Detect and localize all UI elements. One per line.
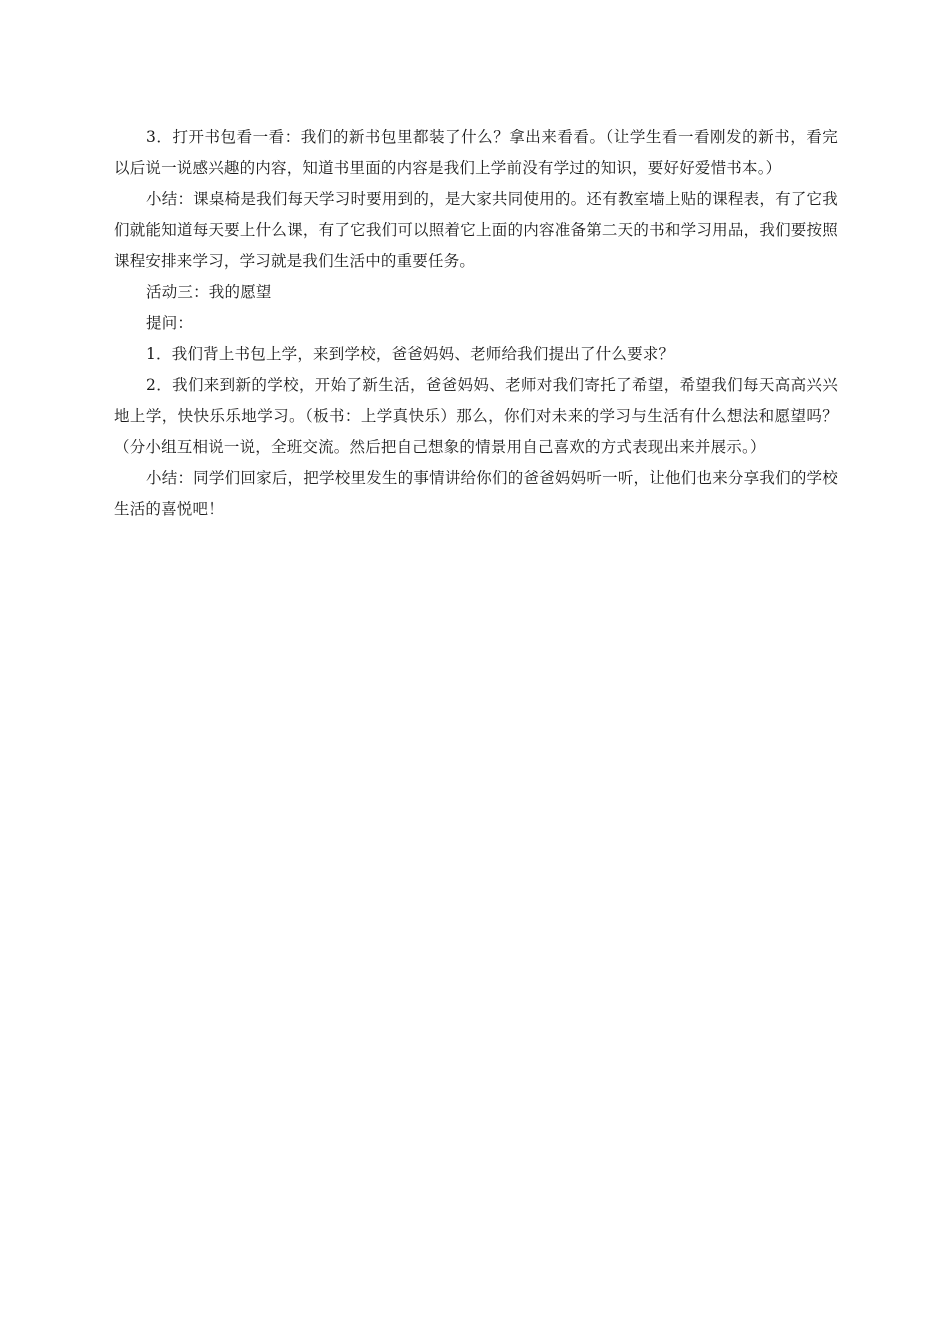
- paragraph-activity-three-heading: 活动三：我的愿望: [146, 283, 272, 301]
- paragraph-summary-home: 小结：同学们回家后，把学校里发生的事情讲给你们的爸爸妈妈听一听，让他们也来分享我们的学校生活的喜悦吧！: [114, 469, 838, 518]
- paragraph-question-two: 2．我们来到新的学校，开始了新生活，爸爸妈妈、老师对我们寄托了希望，希望我们每天高高兴兴地上学，快快乐乐地学习。（板书：上学真快乐）那么，你们对未来的学习与生活有什么想法和愿望吗？（分小组互相说一说，全班交流。然后把自己想象的情景用自己喜欢的方式表现出来并展示。）: [114, 376, 838, 456]
- paragraph-question-one: 1．我们背上书包上学，来到学校，爸爸妈妈、老师给我们提出了什么要求？: [146, 345, 675, 363]
- document-body: [114, 122, 838, 525]
- paragraph-summary-desks: 小结：课桌椅是我们每天学习时要用到的，是大家共同使用的。还有教室墙上贴的课程表，有了它我们就能知道每天要上什么课，有了它我们可以照着它上面的内容准备第二天的书和学习用品，我们要按照课程安排来学习，学习就是我们生活中的重要任务。: [114, 190, 838, 270]
- paragraph-question-label: 提问：: [146, 314, 194, 332]
- paragraph-open-schoolbag: 3．打开书包看一看：我们的新书包里都装了什么？拿出来看看。（让学生看一看刚发的新书，看完以后说一说感兴趣的内容，知道书里面的内容是我们上学前没有学过的知识，要好好爱惜书本。）: [114, 128, 838, 177]
